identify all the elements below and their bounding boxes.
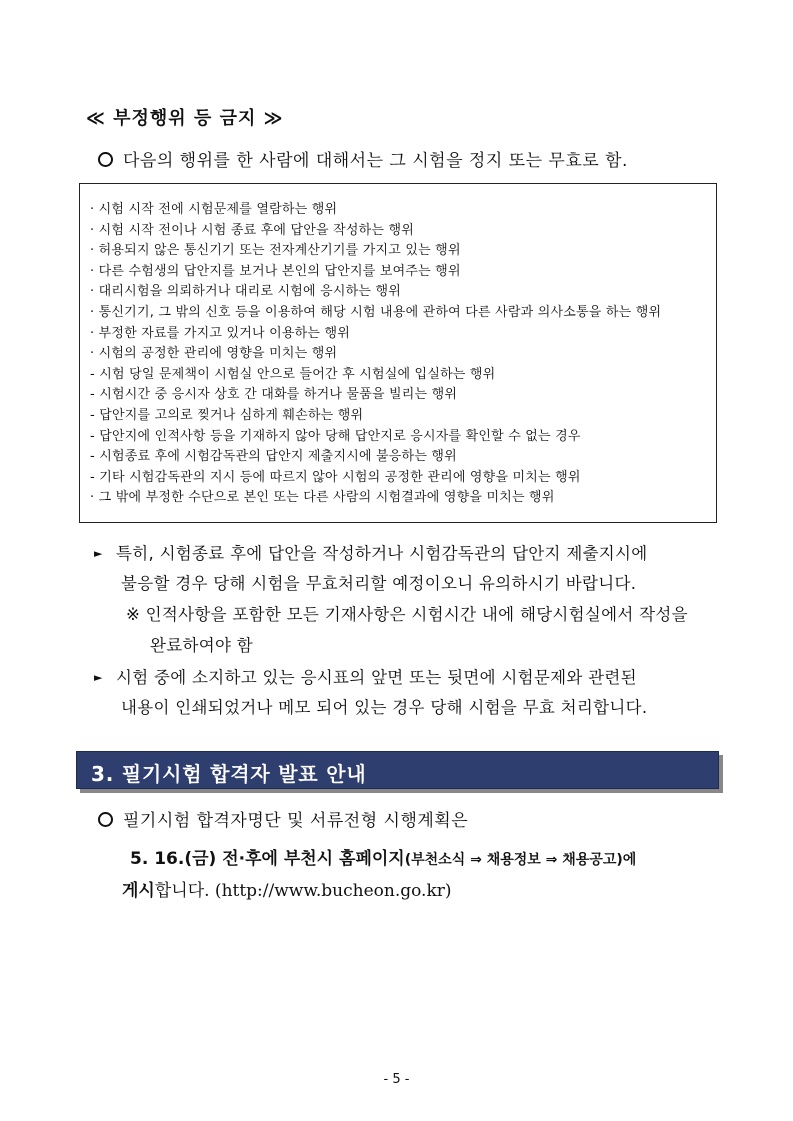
box-list-item: · 시험 시작 전에 시험문제를 열람하는 행위 [90, 202, 338, 217]
box-list-item: · 시험의 공정한 관리에 영향을 미치는 행위 [90, 346, 338, 362]
announce-line3 [122, 876, 452, 901]
note3-line1 [94, 664, 637, 688]
banner-shadow-right [719, 755, 723, 793]
circle-bullet-icon [98, 812, 113, 827]
note1-text-1: 특히, 시험종료 후에 답안을 작성하거나 시험감독관의 답안지 제출지시에 [116, 544, 648, 563]
box-list-item: · 시험 시작 전이나 시험 종료 후에 답안을 작성하는 행위 [90, 222, 414, 238]
box-list-item: - 시험시간 중 응시자 상호 간 대화를 하거나 물품을 빌리는 행위 [90, 387, 458, 403]
note1-text-2: 불응할 경우 당해 시험을 무효처리할 예정이오니 유의하시기 바랍니다. [121, 574, 637, 593]
announce-post-bold: 게시 [122, 881, 155, 901]
note3-text-1: 시험 중에 소지하고 있는 응시표의 앞면 또는 뒷면에 시험문제와 관련된 [116, 668, 637, 687]
box-list-item: - 답안지에 인적사항 등을 기재하지 않아 당해 답안지로 응시자를 확인할 수 없는 경우 [90, 428, 581, 444]
note2-text-1: ※ 인적사항을 포함한 모든 기재사항은 시험시간 내에 해당시험실에서 작성을 [126, 605, 688, 624]
box-list-item: - 시험 당일 문제책이 시험실 안으로 들어간 후 시험실에 입실하는 행위 [90, 366, 496, 382]
prohibited-acts-box [79, 183, 717, 523]
intro-line [98, 146, 628, 171]
section-heading: ≪ 부정행위 등 금지 ≫ [86, 108, 284, 129]
announce-path-bold: (부천소식 ⇒ 채용정보 ⇒ 채용공고)에 [404, 852, 637, 868]
note3-text-2: 내용이 인쇄되었거나 메모 되어 있는 경우 당해 시험을 무효 처리합니다. [121, 698, 648, 717]
box-list-item: - 시험종료 후에 시험감독관의 답안지 제출지시에 불응하는 행위 [90, 449, 457, 465]
box-list-item: · 부정한 자료를 가지고 있거나 이용하는 행위 [90, 325, 350, 341]
note1-line1 [94, 540, 648, 564]
circle-bullet-icon [98, 152, 113, 167]
box-list-item: · 통신기기, 그 밖의 신호 등을 이용하여 해당 시험 내용에 관하여 다른 사람과 의사소통을 하는 행위 [90, 305, 662, 320]
arrow-bullet-icon: ► [94, 671, 103, 684]
arrow-bullet-icon: ► [94, 547, 103, 560]
page-number: - 5 - [383, 1072, 410, 1087]
intro-text: 다음의 행위를 한 사람에 대해서는 그 시험을 정지 또는 무효로 함. [123, 151, 628, 171]
box-list-item: · 허용되지 않은 통신기기 또는 전자계산기기를 가지고 있는 행위 [90, 243, 461, 259]
box-list-item: - 답안지를 고의로 찢거나 심하게 훼손하는 행위 [90, 408, 364, 423]
box-list-item: - 기타 시험감독관의 지시 등에 따르지 않아 시험의 공정한 관리에 영향을 미치는 행위 [90, 469, 581, 485]
announce-date-bold: 5. 16.(금) 전·후에 부천시 홈페이지 [130, 849, 405, 869]
banner-shadow [80, 789, 723, 793]
box-list-item: · 다른 수험생의 답안지를 보거나 본인의 답안지를 보여주는 행위 [90, 263, 461, 279]
note2-text-2: 완료하여야 함 [150, 636, 253, 655]
announce-line2 [130, 844, 636, 869]
section3-banner [76, 751, 719, 789]
box-list-item: · 대리시험을 의뢰하거나 대리로 시험에 응시하는 행위 [90, 284, 402, 300]
box-list-item: · 그 밖에 부정한 수단으로 본인 또는 다른 사람의 시험결과에 영향을 미치는 행위 [90, 490, 555, 506]
announce-line1 [98, 806, 468, 831]
section3-title: 3. 필기시험 합격자 발표 안내 [91, 762, 367, 786]
announce-url-text: 합니다. (http://www.bucheon.go.kr) [154, 881, 452, 901]
announce-text-1: 필기시험 합격자명단 및 서류전형 시행계획은 [123, 811, 469, 831]
